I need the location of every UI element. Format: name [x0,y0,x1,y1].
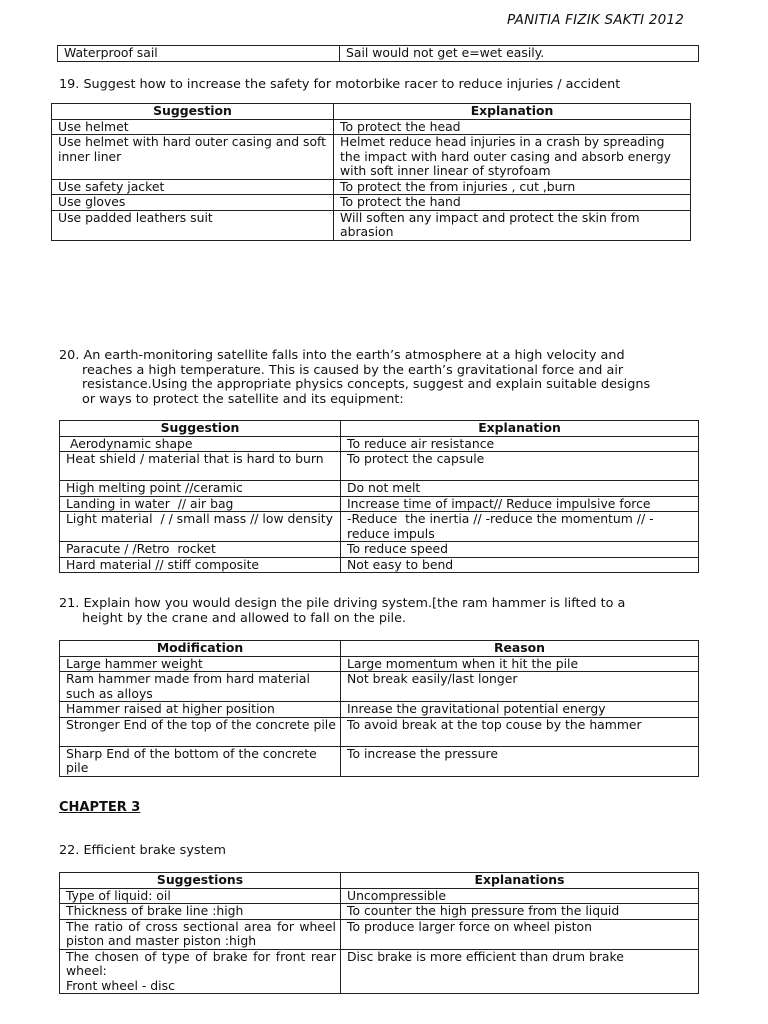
table-cell: Type of liquid: oil [60,888,341,904]
question-number: 21. [59,596,80,611]
table-cell: Use helmet with hard outer casing and soft inner liner [52,135,334,180]
table-row [60,949,699,994]
table-row [60,452,699,481]
table-cell: Ram hammer made from hard material such as alloys [60,672,341,702]
question-19 [59,78,620,93]
question-line: height by the crane and allowed to fall on the pile. [82,610,407,626]
table-row [60,717,699,746]
question-line: or ways to protect the satellite and its equipment: [82,391,404,407]
question-text: Suggest how to increase the safety for motorbike racer to reduce injuries / accident [83,77,621,92]
table-cell [60,949,341,994]
question-text: Efficient brake system [83,843,226,858]
table-cell: Uncompressible [341,888,699,904]
question-line [59,597,699,612]
table-row [60,496,699,512]
table-cell: To protect the from injuries , cut ,burn [334,179,691,195]
table-row [52,135,691,180]
question-20 [59,349,699,407]
table-cell: High melting point //ceramic [60,481,341,497]
table-header-row [60,421,699,437]
table-cell: Increase time of impact// Reduce impulsive force [341,496,699,512]
table-row [60,656,699,672]
table-cell: Hammer raised at higher position [60,702,341,718]
table-cell: To produce larger force on wheel piston [341,919,699,949]
table-cell: To avoid break at the top couse by the hammer [341,717,699,746]
table-cell: Disc brake is more efficient than drum brake [341,949,699,994]
table-cell: Waterproof sail [58,46,340,62]
table-cell: To reduce air resistance [341,436,699,452]
table-cell: Sharp End of the bottom of the concrete pile [60,746,341,776]
table-header-row [52,104,691,120]
table-cell: To increase the pressure [341,746,699,776]
table-cell: Helmet reduce head injuries in a crash by spreading the impact with hard outer casing and absorb energy with soft inner linear of styrofoam [334,135,691,180]
table-row [52,119,691,135]
cell-text-extra: Front wheel - disc [66,977,175,993]
table-row [60,436,699,452]
table-q21 [59,640,699,777]
table-cell: Large momentum when it hit the pile [341,656,699,672]
table-cell: To counter the high pressure from the liquid [341,904,699,920]
question-21 [59,597,699,626]
question-line [59,349,699,364]
table-cell: Heat shield / material that is hard to burn [60,452,341,481]
table-cell: Use helmet [52,119,334,135]
table-cell: Will soften any impact and protect the skin from abrasion [334,210,691,240]
table-cell: Landing in water // air bag [60,496,341,512]
table-row [60,904,699,920]
column-header: Explanation [341,421,699,437]
question-number: 22. [59,843,80,858]
table-q19 [51,103,691,241]
question-text: An earth-monitoring satellite falls into the earth’s atmosphere at a high velocity and [83,348,625,363]
table-row [58,46,699,62]
table-row [60,542,699,558]
table-q22 [59,872,699,994]
chapter-heading: CHAPTER 3 [59,800,141,815]
column-header: Suggestion [60,421,341,437]
table-cell: Aerodynamic shape [60,436,341,452]
table-cell: Stronger End of the top of the concrete pile [60,717,341,746]
column-header: Modification [60,641,341,657]
column-header: Suggestion [52,104,334,120]
table-row [60,672,699,702]
table-cell [60,919,341,949]
table-cell: To protect the capsule [341,452,699,481]
table-continued [57,45,699,62]
table-cell: Sail would not get e=wet easily. [340,46,699,62]
table-row [60,702,699,718]
cell-text: The ratio of cross sectional area for wheel piston and master piston :high [66,919,336,948]
question-line: reaches a high temperature. This is caused by the earth’s gravitational force and air [82,362,624,378]
table-cell: Hard material // stiff composite [60,557,341,573]
table-row [52,179,691,195]
table-cell: Thickness of brake line :high [60,904,341,920]
question-number: 20. [59,348,80,363]
column-header: Suggestions [60,873,341,889]
table-cell: Large hammer weight [60,656,341,672]
question-number: 19. [59,77,80,92]
column-header: Explanations [341,873,699,889]
table-row [60,557,699,573]
table-cell: Use gloves [52,195,334,211]
table-cell: To protect the hand [334,195,691,211]
column-header: Reason [341,641,699,657]
table-cell: Paracute / /Retro rocket [60,542,341,558]
cell-text: The chosen of type of brake for front rear wheel: [66,949,336,978]
table-cell: To protect the head [334,119,691,135]
column-header: Explanation [334,104,691,120]
page-header: PANITIA FIZIK SAKTI 2012 [507,12,684,28]
table-cell: Use padded leathers suit [52,210,334,240]
table-cell: Inrease the gravitational potential energy [341,702,699,718]
question-text: Explain how you would design the pile driving system.[the ram hammer is lifted to a [83,596,626,611]
question-line: resistance.Using the appropriate physics concepts, suggest and explain suitable designs [82,377,651,393]
table-cell: Do not melt [341,481,699,497]
table-row [60,746,699,776]
table-row [52,210,691,240]
table-row [60,481,699,497]
table-cell: Light material / / small mass // low density [60,512,341,542]
table-row [60,512,699,542]
table-cell: Not break easily/last longer [341,672,699,702]
table-cell: Use safety jacket [52,179,334,195]
table-row [60,888,699,904]
table-cell: -Reduce the inertia // -reduce the momentum // -reduce impuls [341,512,699,542]
table-cell: To reduce speed [341,542,699,558]
table-row [60,919,699,949]
table-q20 [59,420,699,573]
table-header-row [60,873,699,889]
table-header-row [60,641,699,657]
table-cell: Not easy to bend [341,557,699,573]
question-22 [59,844,226,859]
table-row [52,195,691,211]
